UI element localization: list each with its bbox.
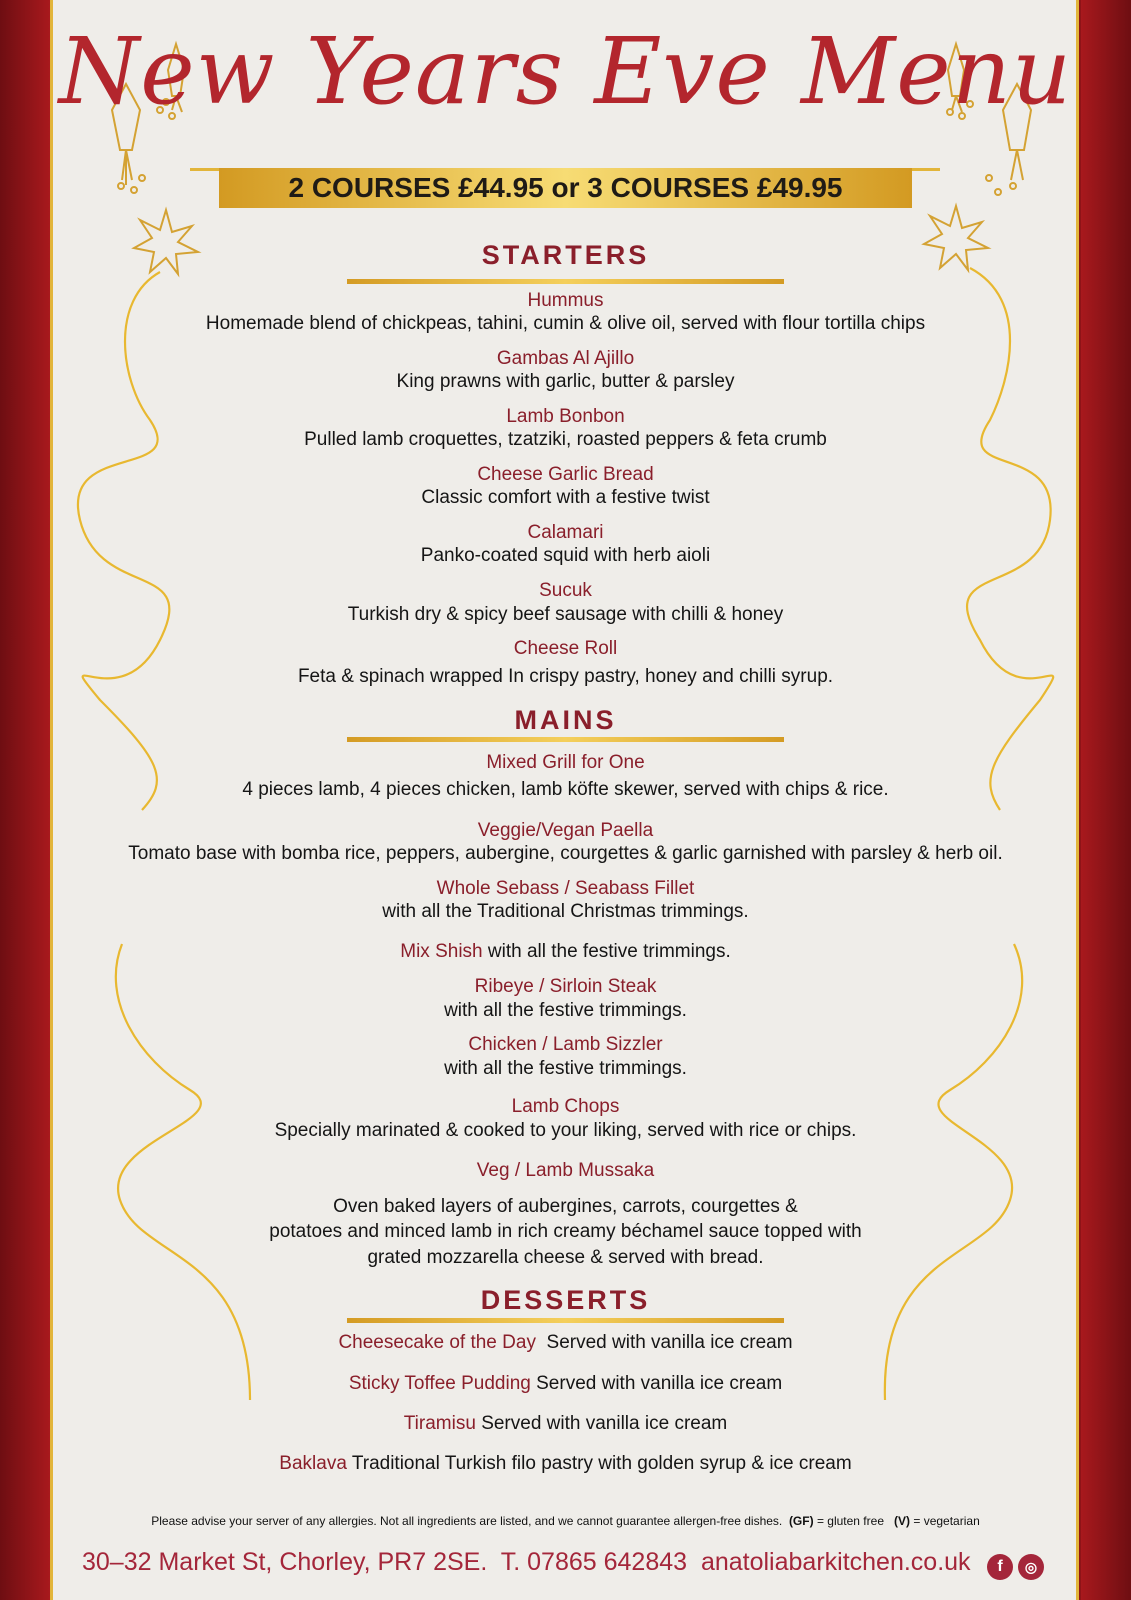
menu-item-row (0, 1373, 1131, 1395)
section-divider (347, 1318, 784, 1323)
gf-code: (GF) (788, 1514, 814, 1528)
menu-item-description: Served with vanilla ice cream (546, 1332, 793, 1353)
menu-item-description: Served with vanilla ice cream (536, 1373, 783, 1394)
section-divider (347, 279, 784, 284)
menu-item-description: potatoes and minced lamb in rich creamy béchamel sauce topped with (269, 1221, 862, 1242)
instagram-icon[interactable]: ◎ (1018, 1554, 1044, 1580)
menu-item-description: with all the Traditional Christmas trimmings. (382, 901, 749, 922)
menu-item-name: Cheesecake of the Day (338, 1332, 536, 1353)
menu-item-description: Feta & spinach wrapped In crispy pastry, honey and chilli syrup. (297, 666, 834, 687)
menu-item-name: Chicken / Lamb Sizzler (468, 1034, 663, 1055)
menu-item-name: Lamb Bonbon (506, 406, 625, 427)
menu-item-name: Sucuk (539, 580, 592, 601)
menu-item-name: Lamb Chops (511, 1096, 620, 1117)
section-divider (347, 737, 784, 742)
menu-item-row (0, 941, 1131, 963)
menu-item-name: Calamari (527, 522, 604, 543)
facebook-icon[interactable]: f (987, 1554, 1013, 1580)
menu-item-description: Turkish dry & spicy beef sausage with chilli & honey (347, 604, 784, 625)
menu-item-name: Whole Sebass / Seabass Fillet (436, 878, 695, 899)
menu-item-description: Pulled lamb croquettes, tzatziki, roasted peppers & feta crumb (304, 429, 827, 450)
menu-item-name: Mix Shish (400, 941, 483, 962)
menu-item-description: with all the festive trimmings. (444, 1000, 687, 1021)
menu-item-name: Hummus (527, 290, 604, 311)
menu-item-description: with all the festive trimmings. (444, 1058, 687, 1079)
menu-item-description: Specially marinated & cooked to your liking, served with rice or chips. (274, 1120, 857, 1141)
menu-item-description: 4 pieces lamb, 4 pieces chicken, lamb köfte skewer, served with chips & rice. (242, 779, 889, 800)
gf-label: = gluten free (816, 1514, 884, 1528)
menu-item-description: Tomato base with bomba rice, peppers, aubergine, courgettes & garlic garnished with parsley & herb oil. (128, 843, 1003, 864)
menu-item-row (0, 1413, 1131, 1435)
menu-item-name: Veggie/Vegan Paella (477, 820, 654, 841)
phone-number[interactable]: T. 07865 642843 (500, 1548, 688, 1576)
section-title-mains: MAINS (514, 705, 617, 735)
menu-item-description: Traditional Turkish filo pastry with golden syrup & ice cream (351, 1453, 852, 1474)
menu-item-name: Sticky Toffee Pudding (348, 1373, 531, 1394)
footer-contact (82, 1548, 971, 1577)
menu-item-name: Veg / Lamb Mussaka (476, 1160, 655, 1181)
price-banner: 2 COURSES £44.95 or 3 COURSES £49.95 (219, 168, 912, 208)
menu-item-name: Cheese Roll (513, 638, 618, 659)
section-title-desserts: DESSERTS (480, 1285, 651, 1315)
menu-item-name: Ribeye / Sirloin Steak (474, 976, 657, 997)
menu-item-name: Tiramisu (403, 1413, 476, 1434)
menu-item-row (0, 1332, 1131, 1354)
menu-item-description: grated mozzarella cheese & served with bread. (367, 1247, 764, 1268)
address: 30–32 Market St, Chorley, PR7 2SE. (82, 1548, 488, 1576)
menu-item-name: Cheese Garlic Bread (477, 464, 654, 485)
website-link[interactable]: anatoliabarkitchen.co.uk (700, 1548, 971, 1576)
v-label: = vegetarian (913, 1514, 980, 1528)
menu-item-name: Gambas Al Ajillo (496, 348, 635, 369)
menu-title: New Years Eve Menu (58, 18, 1073, 125)
allergy-note (0, 1514, 1131, 1528)
menu-item-description: King prawns with garlic, butter & parsley (396, 371, 735, 392)
menu-item-description: with all the festive trimmings. (487, 941, 731, 962)
menu-item-description: Homemade blend of chickpeas, tahini, cumin & olive oil, served with flour tortilla chips (205, 313, 926, 334)
menu-item-description: Served with vanilla ice cream (481, 1413, 728, 1434)
menu-item-name: Mixed Grill for One (486, 752, 645, 773)
menu-item-row (0, 1453, 1131, 1475)
menu-item-description: Panko-coated squid with herb aioli (420, 545, 711, 566)
menu-item-description: Classic comfort with a festive twist (421, 487, 710, 508)
section-title-starters: STARTERS (481, 240, 650, 270)
v-code: (V) (894, 1514, 911, 1528)
menu-item-description: Oven baked layers of aubergines, carrots, courgettes & (333, 1196, 798, 1217)
menu-item-name: Baklava (279, 1453, 347, 1474)
allergy-text: Please advise your server of any allergies. Not all ingredients are listed, and we cannot guarantee allergen-free dishes. (151, 1514, 783, 1528)
